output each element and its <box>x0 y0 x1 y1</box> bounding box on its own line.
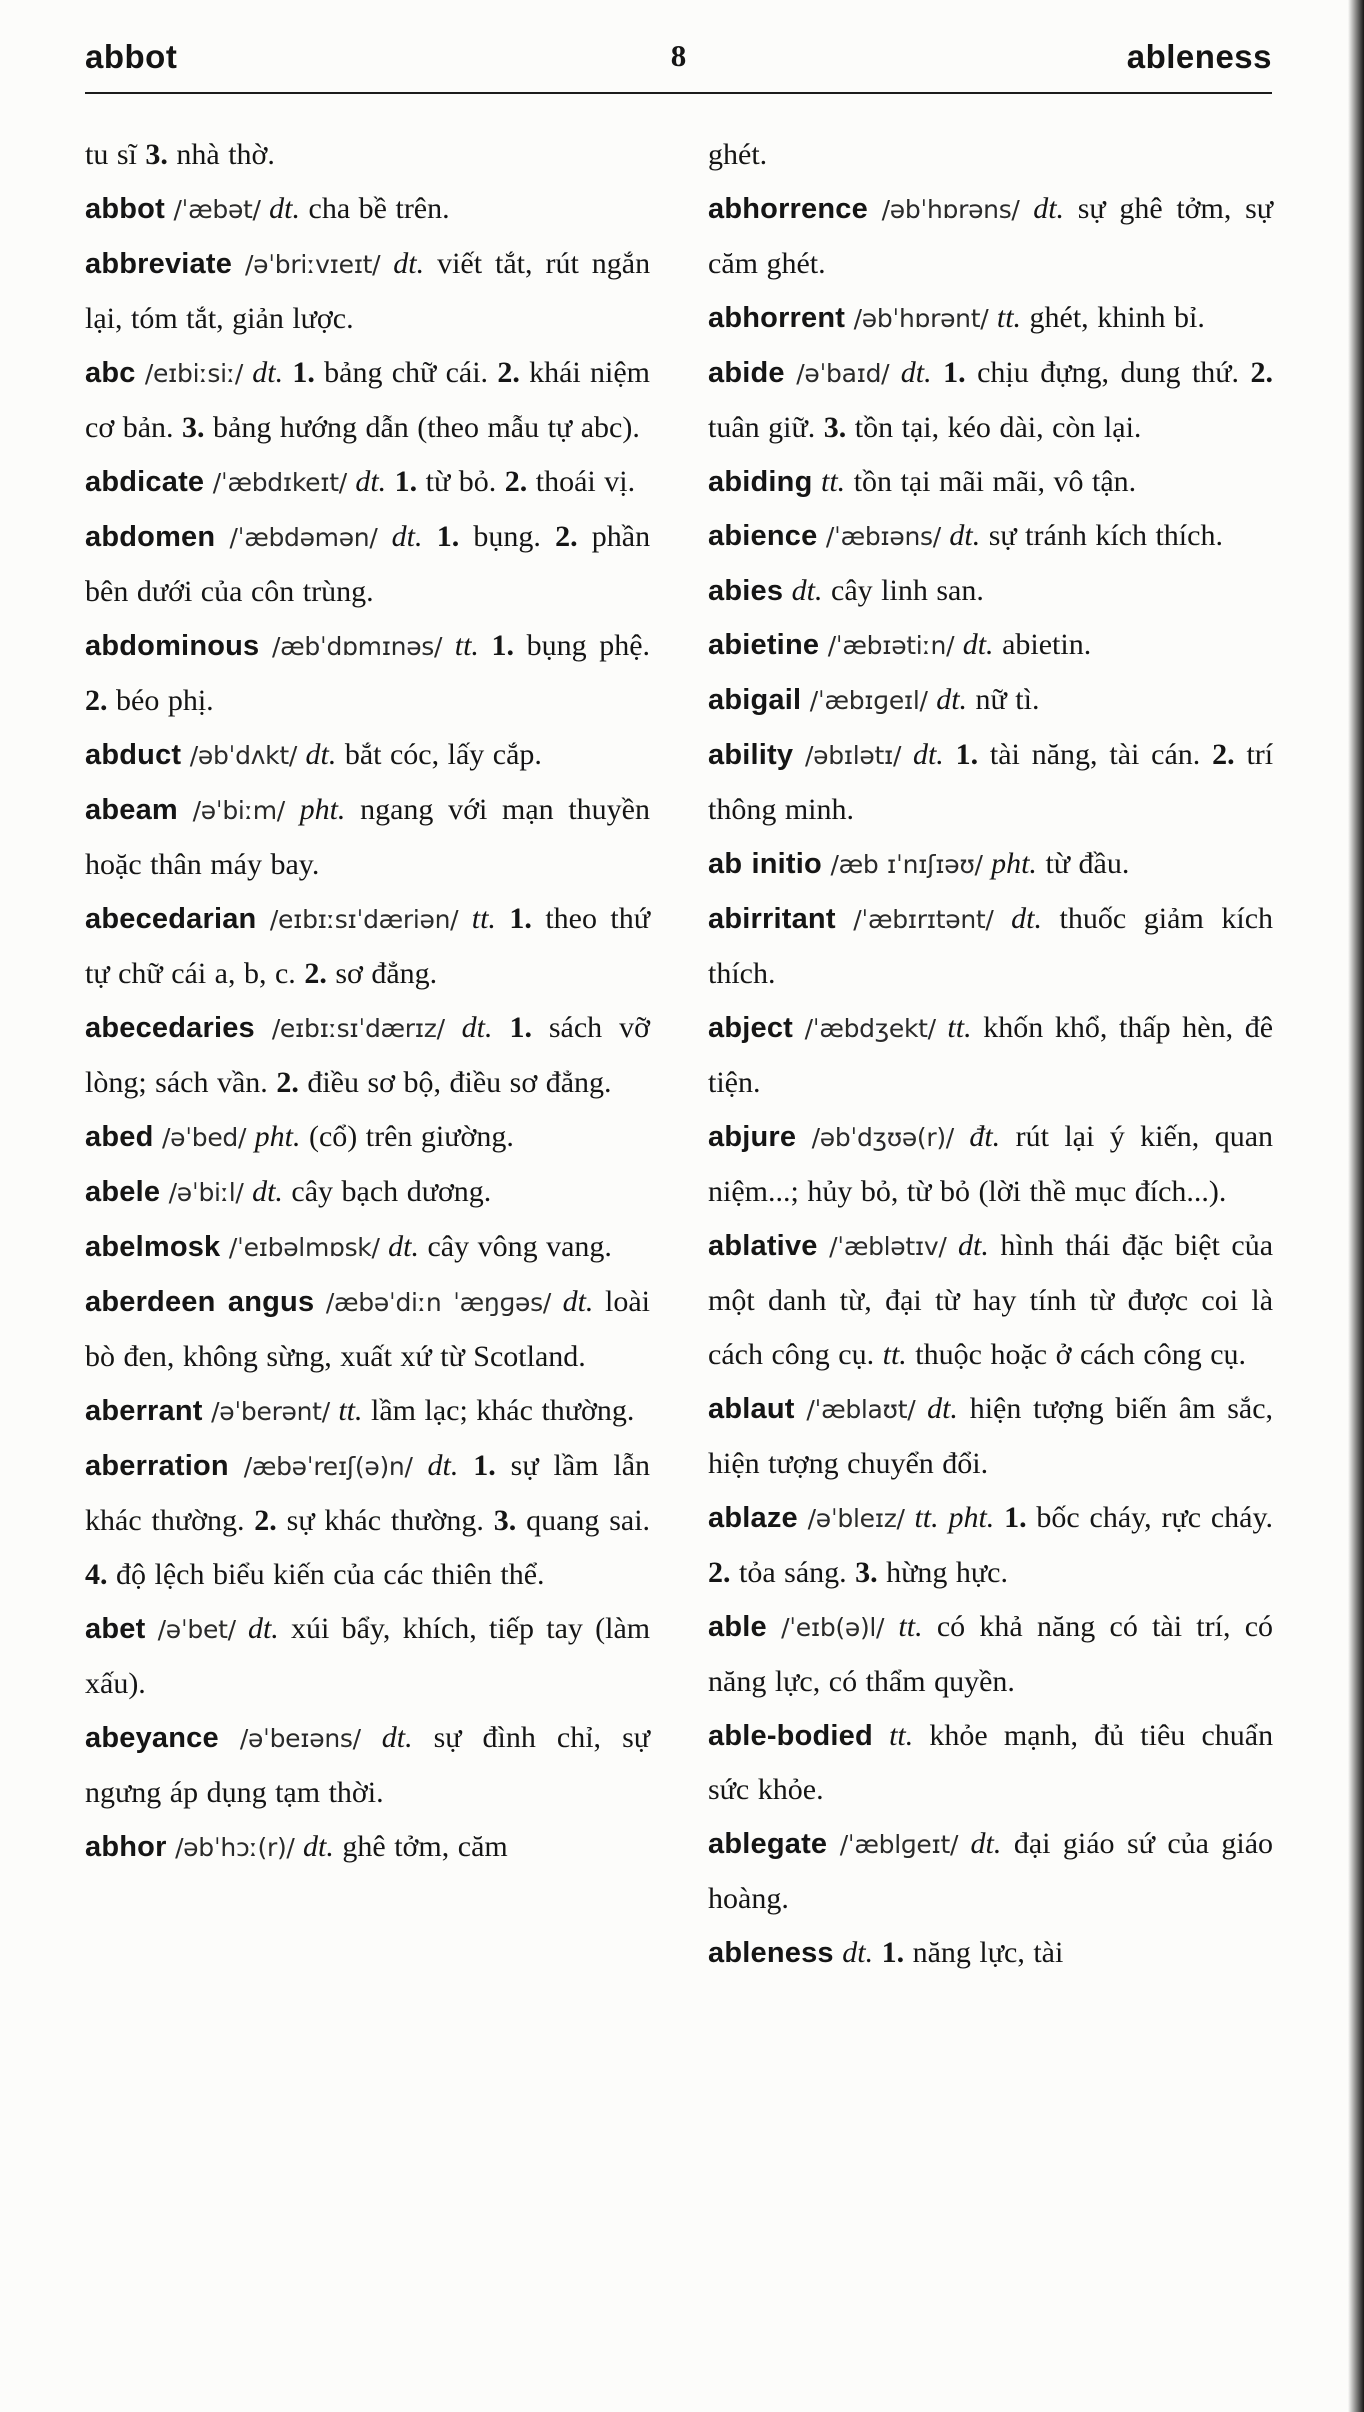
pronunciation: /æb ɪˈnɪʃɪəʊ/ <box>830 850 983 879</box>
part-of-speech: dt. <box>949 519 981 552</box>
definition: dt. đại giáo sứ của giáo hoàng. <box>708 1827 1274 1915</box>
pronunciation: /ˈæblaʊt/ <box>806 1395 916 1424</box>
dict-entry-abjure <box>708 1110 1273 1219</box>
headword: abbot <box>85 193 165 225</box>
part-of-speech: dt. <box>842 1936 874 1969</box>
pronunciation: /əbˈhɒrəns/ <box>881 195 1020 224</box>
dict-entry-abdicate <box>85 455 650 510</box>
part-of-speech: pht. <box>948 1501 995 1534</box>
part-of-speech: dt. <box>1011 902 1042 935</box>
dict-entry-abigail <box>708 673 1273 728</box>
dict-entry-abet <box>85 1602 650 1711</box>
dict-entry-ableness <box>708 1926 1273 1980</box>
definition: dt. 1. chịu đựng, dung thứ. 2. tuân giữ. 3. tồn tại, kéo dài, còn lại. <box>708 356 1274 444</box>
entry-continuation <box>708 128 1273 182</box>
pronunciation: /ˈæbdʒekt/ <box>804 1014 936 1043</box>
definition: dt. 1. bảng chữ cái. 2. khái niệm cơ bản. 3. bảng hướng dẫn (theo mẫu tự abc). <box>85 356 650 444</box>
headword: ability <box>708 739 794 771</box>
headword: abecedarian <box>85 903 257 935</box>
definition: tt. lầm lạc; khác thường. <box>338 1394 635 1427</box>
definition: dt. abietin. <box>962 628 1092 661</box>
definition: dt. loài bò đen, không sừng, xuất xứ từ Scotland. <box>85 1285 650 1373</box>
dict-entry-abecedaries <box>85 1001 650 1110</box>
pronunciation: /ˈæblɡeɪt/ <box>839 1830 959 1859</box>
pronunciation: /eɪbiːsiː/ <box>144 359 243 388</box>
definition: dt. 1. sách vỡ lòng; sách vần. 2. điều sơ bộ, điều sơ đẳng. <box>85 1011 650 1099</box>
part-of-speech: dt. <box>791 574 823 607</box>
part-of-speech: dt. <box>269 192 301 225</box>
dict-entry-abeam <box>85 783 650 892</box>
sense-number: 3. <box>145 138 168 171</box>
headword: abdomen <box>85 521 216 553</box>
definition: dt. sự ghê tởm, sự căm ghét. <box>708 192 1273 280</box>
dict-entry-ablegate <box>708 1817 1273 1926</box>
pronunciation: /əˈbiːm/ <box>192 796 285 825</box>
headword: abience <box>708 520 818 552</box>
dict-entry-abiding <box>708 455 1273 509</box>
pronunciation: /eɪbɪːsɪˈdæriən/ <box>269 905 459 934</box>
column-right <box>708 128 1273 1980</box>
headword: ableness <box>708 1937 834 1969</box>
headword: abhorrent <box>708 302 846 334</box>
pronunciation: /əˈbet/ <box>157 1615 236 1644</box>
part-of-speech: tt. <box>914 1501 939 1534</box>
pronunciation: /əbˈhɔː(r)/ <box>175 1833 295 1862</box>
part-of-speech: dt. <box>427 1449 459 1482</box>
part-of-speech: pht. <box>254 1120 301 1153</box>
part-of-speech: đt. <box>969 1120 1001 1153</box>
dict-entry-ablaze <box>708 1491 1273 1600</box>
pronunciation: /əˈbed/ <box>162 1123 247 1152</box>
sense-number: 2. <box>304 957 327 990</box>
definition: tt. khốn khổ, thấp hèn, đê tiện. <box>708 1011 1274 1099</box>
part-of-speech: dt. <box>252 1175 283 1208</box>
pronunciation: /əˈbiːl/ <box>168 1178 244 1207</box>
dict-entry-abide <box>708 346 1273 455</box>
dict-entry-abhorrence <box>708 182 1273 291</box>
running-head <box>85 38 1272 86</box>
part-of-speech: dt. <box>355 465 387 498</box>
part-of-speech: tt. <box>471 902 496 935</box>
definition: dt. cây vông vang. <box>388 1230 612 1263</box>
sense-number: 1. <box>881 1936 905 1969</box>
dict-entry-abele <box>85 1165 650 1220</box>
pronunciation: /ˈæbdɪkeɪt/ <box>212 468 347 497</box>
sense-number: 2. <box>276 1066 299 1099</box>
sense-number: 1. <box>473 1449 496 1482</box>
pronunciation: /ˈæbɪətiːn/ <box>827 631 955 660</box>
definition: tt. 1. theo thứ tự chữ cái a, b, c. 2. sơ đẳng. <box>85 902 651 990</box>
definition: tt. có khả năng có tài trí, có năng lực, có thẩm quyền. <box>708 1610 1274 1698</box>
part-of-speech: dt. <box>381 1721 413 1754</box>
headword: ablaut <box>708 1393 795 1425</box>
sense-number: 2. <box>254 1504 277 1537</box>
headword: abele <box>85 1176 161 1208</box>
part-of-speech: tt. <box>898 1610 923 1643</box>
pronunciation: /ˈæbɪəns/ <box>825 522 941 551</box>
headword: aberration <box>85 1450 229 1482</box>
pronunciation: /eɪbɪːsɪˈdærɪz/ <box>271 1014 445 1043</box>
definition: dt. viết tắt, rút ngắn lại, tóm tắt, giản lược. <box>85 247 651 335</box>
headword: abbreviate <box>85 248 233 280</box>
definition: pht. (cổ) trên giường. <box>254 1120 514 1153</box>
headword: abject <box>708 1012 794 1044</box>
pronunciation: /əbɪlətɪ/ <box>805 741 902 770</box>
headword: abjure <box>708 1121 797 1153</box>
pronunciation: /ˈæbɪɡeɪl/ <box>809 686 928 715</box>
pronunciation: /əˈbleɪz/ <box>807 1504 905 1533</box>
part-of-speech: tt. <box>947 1011 972 1044</box>
part-of-speech: dt. <box>303 1830 334 1863</box>
sense-number: 1. <box>436 520 460 553</box>
definition: tu sĩ 3. nhà thờ. <box>85 138 275 171</box>
dict-entry-abdominous <box>85 619 650 728</box>
definition: dt. xúi bẩy, khích, tiếp tay (làm xấu). <box>85 1612 651 1700</box>
dict-entry-ablaut <box>708 1382 1273 1491</box>
headword: ablaze <box>708 1502 798 1534</box>
headword: abecedaries <box>85 1012 255 1044</box>
part-of-speech: tt. <box>889 1719 914 1752</box>
headword: abdicate <box>85 466 205 498</box>
part-of-speech: dt. <box>247 1612 279 1645</box>
part-of-speech: dt. <box>305 738 337 771</box>
headword: abed <box>85 1121 154 1153</box>
pronunciation: /əbˈdʌkt/ <box>189 741 297 770</box>
entry-continuation <box>85 128 650 182</box>
scan-edge-shadow <box>1348 0 1364 2412</box>
dict-entry-abbreviate <box>85 237 650 346</box>
definition: dt. nữ tì. <box>936 683 1040 716</box>
part-of-speech: dt. <box>900 356 932 389</box>
part-of-speech: dt. <box>936 683 968 716</box>
definition: dt. bắt cóc, lấy cắp. <box>305 738 542 771</box>
definition: tt. pht. 1. bốc cháy, rực cháy. 2. tỏa sáng. 3. hừng hực. <box>708 1501 1274 1589</box>
sense-number: 2. <box>85 684 108 717</box>
dict-entry-abc <box>85 346 650 455</box>
headword: abeyance <box>85 1722 219 1754</box>
definition: pht. từ đầu. <box>991 847 1130 880</box>
part-of-speech: dt. <box>912 738 944 771</box>
headword: ablegate <box>708 1828 828 1860</box>
definition: tt. 1. bụng phệ. 2. béo phị. <box>85 629 651 717</box>
definition: dt. thuốc giảm kích thích. <box>708 902 1274 990</box>
part-of-speech: dt. <box>1033 192 1065 225</box>
definition: dt. sự tránh kích thích. <box>949 519 1223 552</box>
sense-number: 2. <box>1212 738 1235 771</box>
dict-entry-abhorrent <box>708 291 1273 346</box>
dict-entry-abbot <box>85 182 650 237</box>
sense-number: 1. <box>292 356 315 389</box>
pronunciation: /əˈberənt/ <box>211 1397 330 1426</box>
sense-number: 2. <box>504 465 528 498</box>
sense-number: 2. <box>497 356 520 389</box>
part-of-speech: pht. <box>299 793 346 826</box>
dict-entry-ab-initio <box>708 837 1273 892</box>
pronunciation: /əˈbeɪəns/ <box>239 1724 361 1753</box>
dict-entry-aberrant <box>85 1384 650 1439</box>
dict-entry-abduct <box>85 728 650 783</box>
dict-entry-abeyance <box>85 1711 650 1820</box>
header-rule <box>85 92 1272 94</box>
definition: tt. khỏe mạnh, đủ tiêu chuẩn sức khỏe. <box>708 1719 1274 1806</box>
dict-entry-abietine <box>708 618 1273 673</box>
pronunciation: /ˈæbət/ <box>173 195 261 224</box>
part-of-speech: dt. <box>562 1285 594 1318</box>
sense-number: 2. <box>555 520 578 553</box>
headword: abeam <box>85 794 178 826</box>
guide-word-right: ableness <box>1126 38 1272 75</box>
part-of-speech: dt. <box>388 1230 419 1263</box>
dict-entry-abed <box>85 1110 650 1165</box>
sense-number: 2. <box>1250 356 1274 389</box>
dict-entry-abecedarian <box>85 892 650 1001</box>
headword: abet <box>85 1613 146 1645</box>
headword: abhor <box>85 1831 167 1863</box>
headword: abirritant <box>708 903 836 935</box>
part-of-speech: dt. <box>962 628 994 661</box>
headword: ablative <box>708 1230 818 1262</box>
column-left <box>85 128 650 1980</box>
part-of-speech: dt. <box>391 520 423 553</box>
headword: ab initio <box>708 848 822 880</box>
pronunciation: /əˈbaɪd/ <box>796 359 890 388</box>
pronunciation: /æbəˈreɪʃ(ə)n/ <box>243 1452 413 1481</box>
definition: dt. 1. bụng. 2. phần bên dưới của côn trùng. <box>85 520 651 608</box>
headword: abiding <box>708 466 813 498</box>
part-of-speech: dt. <box>252 356 284 389</box>
sense-number: 1. <box>509 1011 532 1044</box>
part-of-speech: dt. <box>958 1229 989 1262</box>
definition: dt. sự đình chỉ, sự ngưng áp dụng tạm thời. <box>85 1721 651 1809</box>
definition: ghét. <box>708 138 768 171</box>
definition: dt. hiện tượng biến âm sắc, hiện tượng chuyển đổi. <box>708 1392 1274 1480</box>
pronunciation: /ˈæbɪrɪtənt/ <box>853 905 994 934</box>
headword: aberrant <box>85 1395 203 1427</box>
dict-entry-abirritant <box>708 892 1273 1001</box>
part-of-speech: pht. <box>991 847 1037 880</box>
headword: abigail <box>708 684 802 716</box>
headword: abide <box>708 357 785 389</box>
sense-number: 3. <box>855 1556 878 1589</box>
dict-entry-ability <box>708 728 1273 837</box>
sense-number: 1. <box>955 738 979 771</box>
definition: dt. 1. tài năng, tài cán. 2. trí thông minh. <box>708 738 1274 826</box>
part-of-speech: tt. <box>996 301 1022 334</box>
sense-number: 1. <box>1004 1501 1027 1534</box>
pronunciation: /əbˈdʒʊə(r)/ <box>811 1123 954 1152</box>
headword: able-bodied <box>708 1720 873 1752</box>
pronunciation: /əbˈhɒrənt/ <box>853 304 989 333</box>
part-of-speech: tt. <box>821 465 846 498</box>
page-number: 8 <box>670 38 687 73</box>
definition: dt. cha bề trên. <box>269 192 450 225</box>
pronunciation: /ˈæbdəmən/ <box>229 523 378 552</box>
pronunciation: /ˈeɪb(ə)l/ <box>781 1613 885 1642</box>
definition: dt. hình thái đặc biệt của một danh từ, đại từ hay tính từ được coi là cách công cụ. tt. thuộc hoặc ở cách công cụ. <box>708 1229 1274 1371</box>
dict-entry-abelmosk <box>85 1220 650 1275</box>
sense-number: 3. <box>823 411 847 444</box>
dict-entry-aberration <box>85 1439 650 1602</box>
dict-entry-abdomen <box>85 510 650 619</box>
sense-number: 4. <box>85 1558 108 1591</box>
definition: dt. 1. năng lực, tài <box>842 1936 1064 1969</box>
sense-number: 2. <box>708 1556 731 1589</box>
part-of-speech: dt. <box>461 1011 493 1044</box>
dict-entry-ablative <box>708 1219 1273 1382</box>
part-of-speech: dt. <box>393 247 425 280</box>
headword: abdominous <box>85 630 260 662</box>
part-of-speech: tt. <box>882 1338 907 1371</box>
headword: abc <box>85 357 136 389</box>
definition: pht. ngang với mạn thuyền hoặc thân máy bay. <box>85 793 650 881</box>
definition: dt. cây linh san. <box>791 574 984 607</box>
dict-entry-abience <box>708 509 1273 564</box>
part-of-speech: tt. <box>454 629 479 662</box>
headword: abelmosk <box>85 1231 221 1263</box>
part-of-speech: tt. <box>338 1394 363 1427</box>
headword: abduct <box>85 739 182 771</box>
definition: dt. 1. sự lầm lẫn khác thường. 2. sự khác thường. 3. quang sai. 4. độ lệch biểu kiến của các thiên thể. <box>85 1449 651 1591</box>
sense-number: 3. <box>493 1504 517 1537</box>
pronunciation: /æbˈdɒmɪnəs/ <box>271 632 443 661</box>
headword: able <box>708 1611 767 1643</box>
definition: tt. tồn tại mãi mãi, vô tận. <box>821 465 1137 498</box>
part-of-speech: dt. <box>927 1392 958 1425</box>
pronunciation: /əˈbriːvɪeɪt/ <box>245 250 381 279</box>
dict-entry-able-bodied <box>708 1709 1273 1817</box>
dict-entry-able <box>708 1600 1273 1709</box>
dict-entry-abject <box>708 1001 1273 1110</box>
definition: dt. 1. từ bỏ. 2. thoái vị. <box>355 465 636 498</box>
sense-number: 1. <box>394 465 418 498</box>
guide-word-left: abbot <box>85 38 178 75</box>
sense-number: 1. <box>509 902 532 935</box>
pronunciation: /ˈæblətɪv/ <box>829 1232 947 1261</box>
dict-entry-abies <box>708 564 1273 618</box>
sense-number: 1. <box>491 629 515 662</box>
part-of-speech: dt. <box>970 1827 1002 1860</box>
definition: dt. ghê tởm, căm <box>303 1830 508 1863</box>
headword: aberdeen angus <box>85 1286 315 1318</box>
headword: abhorrence <box>708 193 868 225</box>
definition: đt. rút lại ý kiến, quan niệm...; hủy bỏ, từ bỏ (lời thề mục đích...). <box>708 1120 1274 1208</box>
headword: abietine <box>708 629 820 661</box>
sense-number: 3. <box>182 411 205 444</box>
sense-number: 1. <box>943 356 966 389</box>
definition: tt. ghét, khinh bỉ. <box>996 301 1205 334</box>
definition: dt. cây bạch dương. <box>252 1175 492 1208</box>
dictionary-columns <box>85 128 1272 1980</box>
dict-entry-abhor <box>85 1820 650 1875</box>
dict-entry-aberdeen-angus <box>85 1275 650 1384</box>
pronunciation: /æbəˈdiːn ˈæŋɡəs/ <box>325 1288 551 1317</box>
pronunciation: /ˈeɪbəlmɒsk/ <box>228 1233 380 1262</box>
headword: abies <box>708 575 784 607</box>
